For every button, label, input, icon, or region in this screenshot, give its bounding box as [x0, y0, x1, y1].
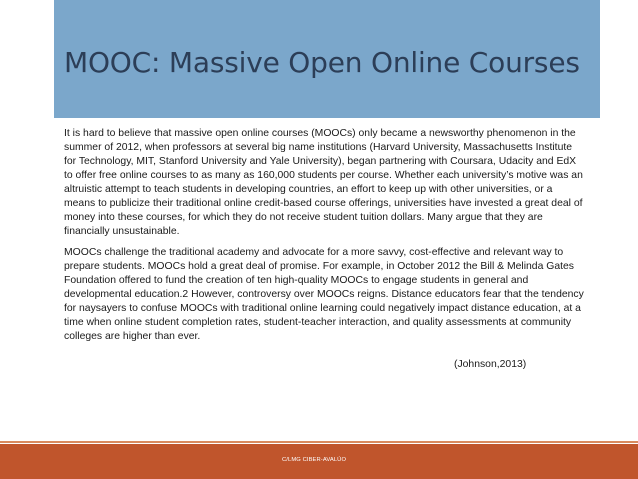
footer-text: C/LMG CIBER-AVALÚO — [282, 457, 347, 463]
citation: (Johnson,2013) — [454, 359, 527, 370]
slide-title: MOOC: Massive Open Online Courses — [64, 46, 580, 79]
paragraph-1: It is hard to believe that massive open online courses (MOOCs) only became a newsworthy phenomenon in the summer of 2012, when professors at several big name institutions (Harvard University, Massachusetts Institute for Technology, MIT, Stanford University and Yale University), began partnering with Coursara, Udacity and EdX to offer free online courses to as many as 160,000 students per course. Whether each university’s motive was an altruistic attempt to teach students in developing countries, an effort to keep up with other universities, or a means to publicize their traditional online credit-based course offerings, universities have invested a great deal of money into these courses, for which they do not receive student tuition dollars. Many argue that they are financially unsustainable. — [64, 128, 583, 237]
footer-divider — [0, 441, 638, 443]
slide-body — [64, 127, 584, 351]
paragraph-2: MOOCs challenge the traditional academy and advocate for a more savvy, cost-effective and relevant way to prepare students. MOOCs hold a great deal of promise. For example, in October 2012 the Bill & Melinda Gates Foundation offered to fund the creation of ten high-quality MOOCs to engage students in general and developmental education.2 However, controversy over MOOCs reigns. Distance educators fear that the tendency for naysayers to confuse MOOCs with traditional online learning could negatively impact distance education, at a time when online student completion rates, student-teacher interaction, and quality assessments at community colleges are higher than ever. — [64, 247, 584, 342]
